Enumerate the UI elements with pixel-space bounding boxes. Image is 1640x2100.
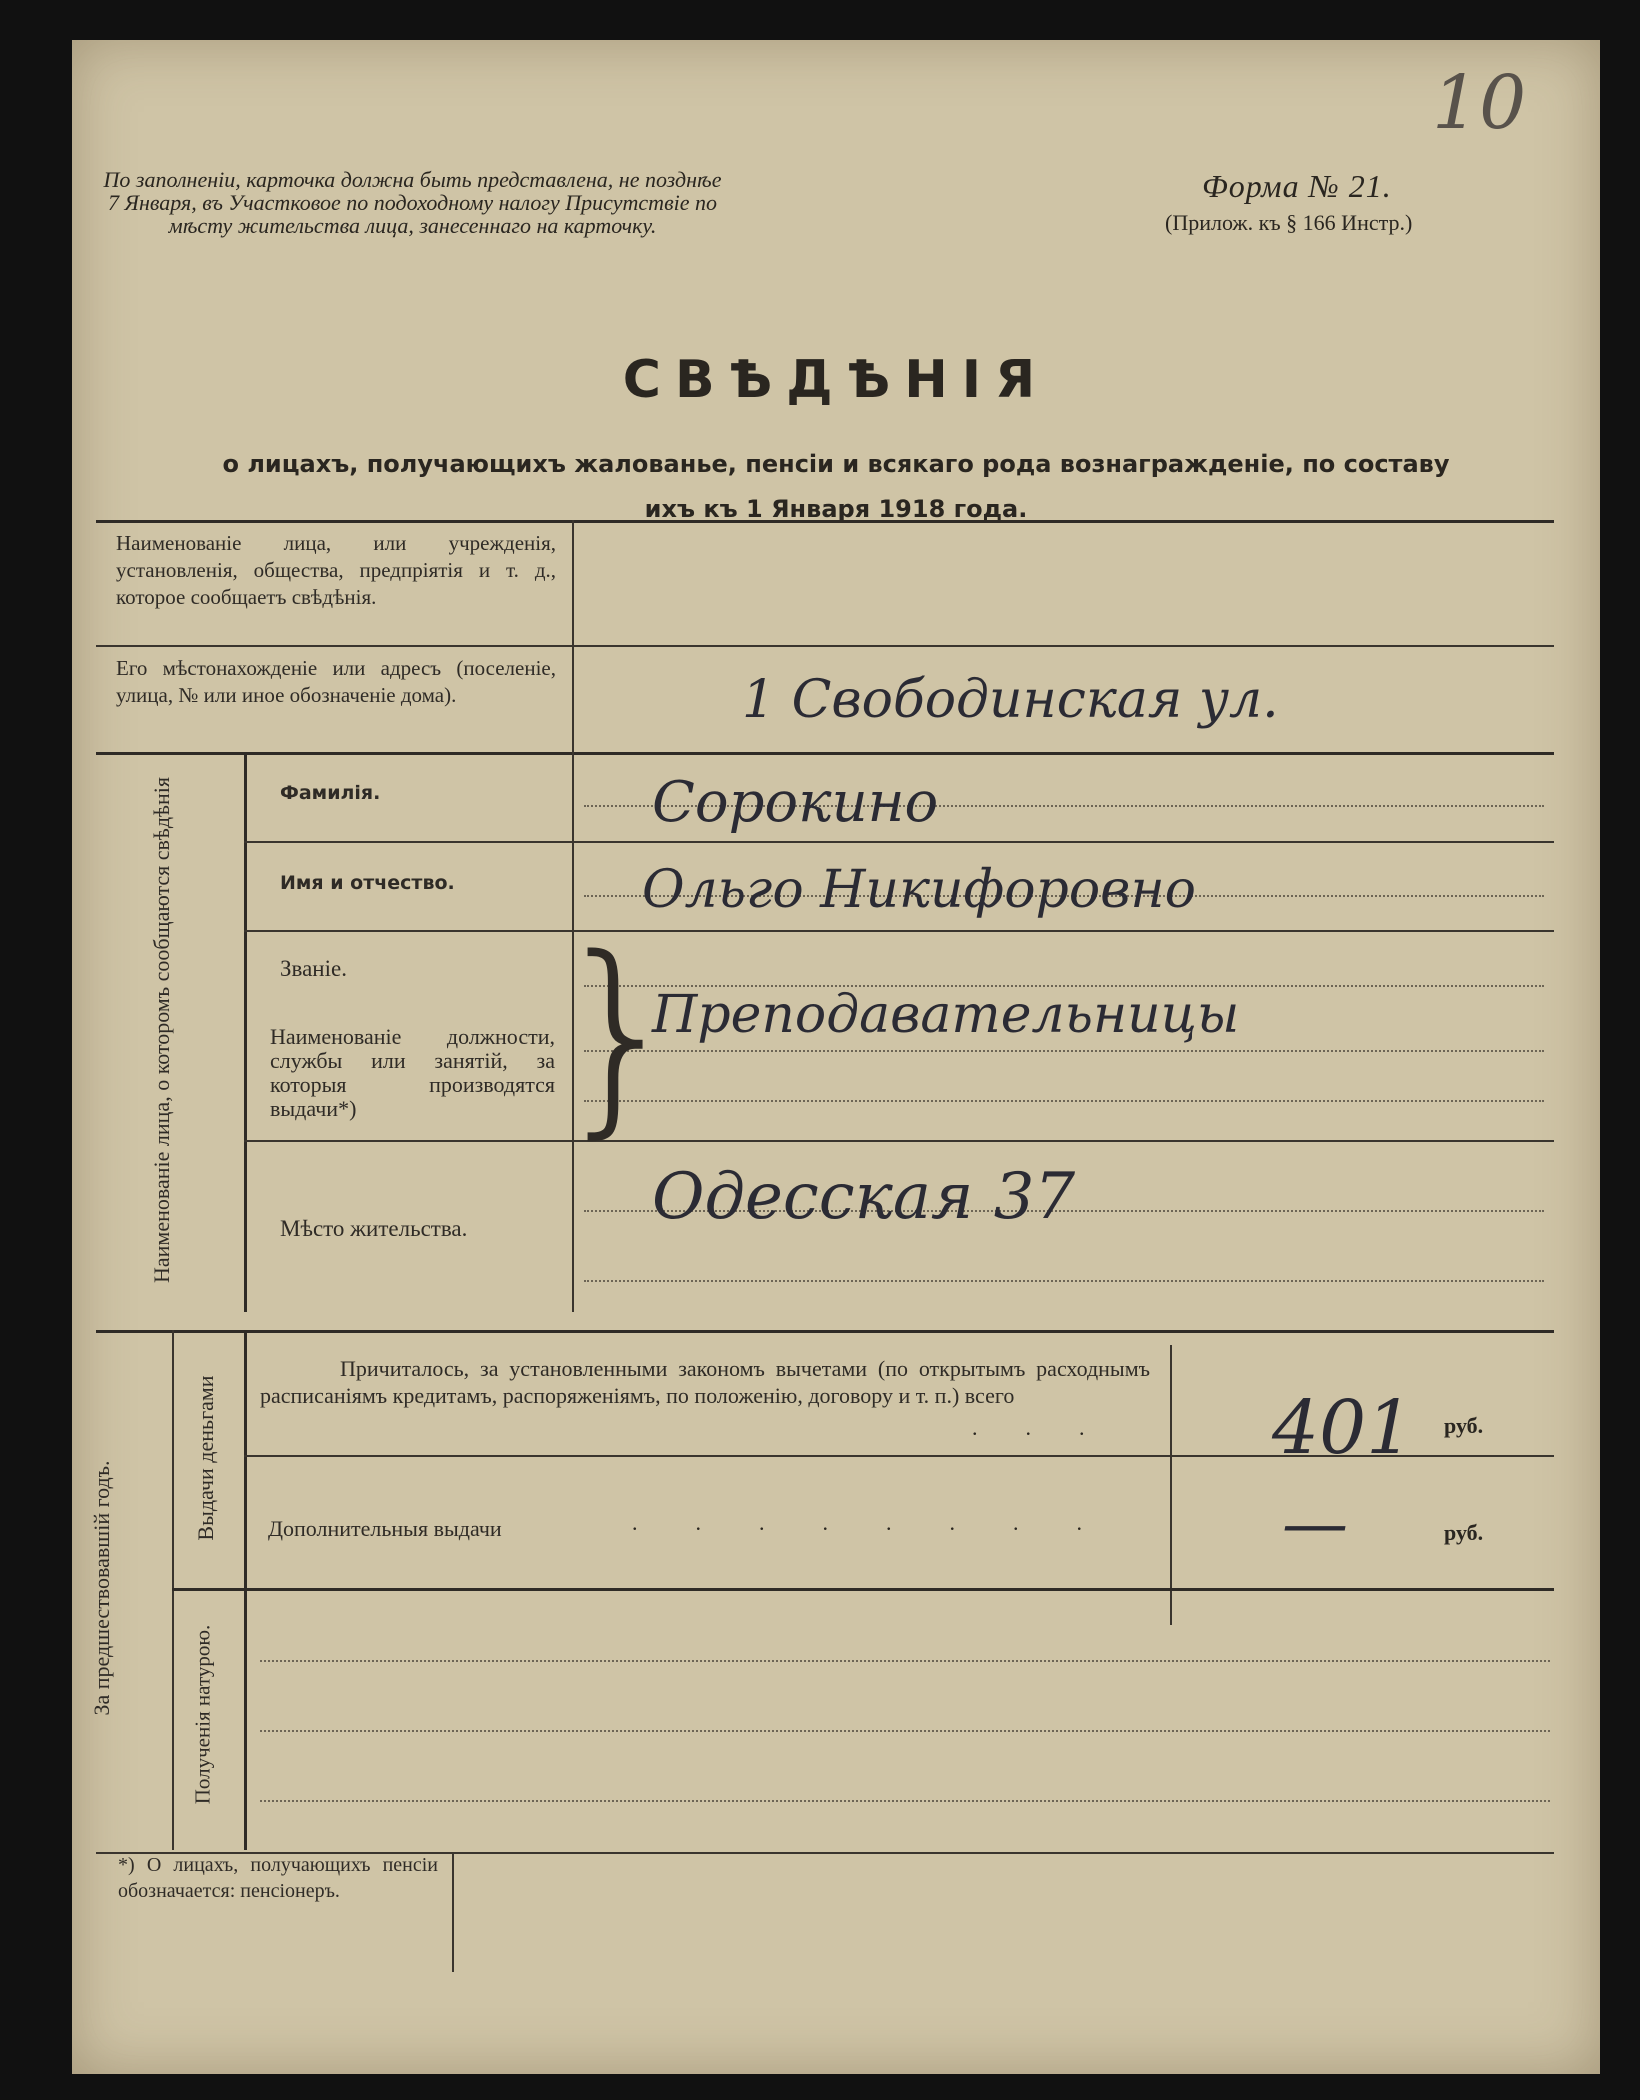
position-label: Наименованіе должности, службы или занятій, за которыя производятся выдачи*) bbox=[270, 1024, 555, 1121]
payments-top-rule bbox=[96, 1330, 1554, 1333]
person-row-3 bbox=[244, 1140, 1554, 1142]
extra-value: — bbox=[1282, 1485, 1348, 1562]
due-dots: ... bbox=[972, 1415, 1133, 1440]
surname-label: Фамилія. bbox=[280, 782, 381, 804]
payments-row-2 bbox=[172, 1588, 1554, 1591]
form-reference: (Прилож. къ § 166 Инстр.) bbox=[1165, 210, 1413, 235]
inkind-fill-line-3 bbox=[260, 1800, 1550, 1802]
row-divider-2 bbox=[96, 752, 1554, 755]
year-label: За предшествовавшій годъ. bbox=[89, 1460, 114, 1716]
position-fill-line-2 bbox=[584, 1100, 1544, 1102]
residence-label: Мѣсто жительства. bbox=[280, 1216, 468, 1241]
person-row-2 bbox=[244, 930, 1554, 932]
inkind-fill-line-1 bbox=[260, 1660, 1550, 1662]
document-subtitle-line2: ихъ къ 1 Января 1918 года. bbox=[644, 495, 1028, 523]
document-subtitle-line1: о лицахъ, получающихъ жалованье, пенсіи и всякаго рода вознагражденіе, по составу bbox=[222, 450, 1450, 478]
address-value: 1 Свободинская ул. bbox=[742, 670, 1279, 730]
person-group-label: Наименованіе лица, о которомъ сообщаются свѣдѣнія bbox=[149, 777, 174, 1283]
person-row-1 bbox=[244, 841, 1554, 843]
form-number: Форма № 21. bbox=[1202, 168, 1392, 204]
document-title: СВѢДѢНІЯ bbox=[622, 350, 1050, 410]
address-label: Его мѣстонахожденіе или адресъ (поселеніе, улица, № или иное обозначеніе дома). bbox=[116, 656, 556, 707]
rank-label: Званіе. bbox=[280, 956, 347, 981]
extra-unit: руб. bbox=[1444, 1520, 1484, 1545]
table-top-rule bbox=[96, 520, 1554, 523]
name-label: Имя и отчество. bbox=[280, 872, 455, 894]
footnote: *) О лицахъ, получающихъ пенсіи обозначается: пенсіонеръ. bbox=[118, 1854, 438, 1902]
row-divider-1 bbox=[96, 645, 1554, 647]
footnote-box-edge bbox=[452, 1852, 454, 1972]
due-unit: руб. bbox=[1444, 1413, 1484, 1438]
name-value: Ольго Никифоровно bbox=[642, 860, 1196, 920]
residence-value: Одесская 37 bbox=[652, 1160, 1076, 1234]
archive-page-number: 10 bbox=[1432, 60, 1527, 146]
inkind-fill-line-2 bbox=[260, 1730, 1550, 1732]
due-label: Причиталось, за установленными закономъ вычетами (по открытымъ расходнымъ расписаніямъ кредитамъ, распоряженіямъ, по положенію, договору и т. п.) всего bbox=[260, 1356, 1150, 1408]
position-value: Преподавательницы bbox=[652, 985, 1240, 1045]
instruction-note: По заполненіи, карточка должна быть представлена, не позднѣе 7 Января, въ Участковое по подоходному налогу Присутствіе по мѣсту жительства лица, занесеннаго на карточку. bbox=[103, 167, 722, 238]
residence-fill-line-2 bbox=[584, 1280, 1544, 1282]
extra-dots: ........ bbox=[632, 1510, 1140, 1535]
reporter-label: Наименованіе лица, или учрежденія, установленія, общества, предпріятія и т. д., которое сообщаетъ свѣдѣнія. bbox=[116, 531, 556, 609]
bracket-brace: } bbox=[552, 912, 686, 1157]
money-label: Выдачи деньгами bbox=[193, 1375, 218, 1541]
due-value: 401 bbox=[1272, 1385, 1414, 1471]
form-sheet bbox=[72, 40, 1600, 2074]
amount-col-divider bbox=[1170, 1345, 1172, 1625]
header-col-divider bbox=[572, 520, 574, 752]
surname-value: Сорокино bbox=[652, 770, 939, 835]
extra-label: Дополнительныя выдачи bbox=[268, 1516, 502, 1541]
inkind-label: Полученія натурою. bbox=[190, 1624, 215, 1805]
person-group-divider bbox=[244, 752, 247, 1312]
position-fill-line-1 bbox=[584, 1050, 1544, 1052]
